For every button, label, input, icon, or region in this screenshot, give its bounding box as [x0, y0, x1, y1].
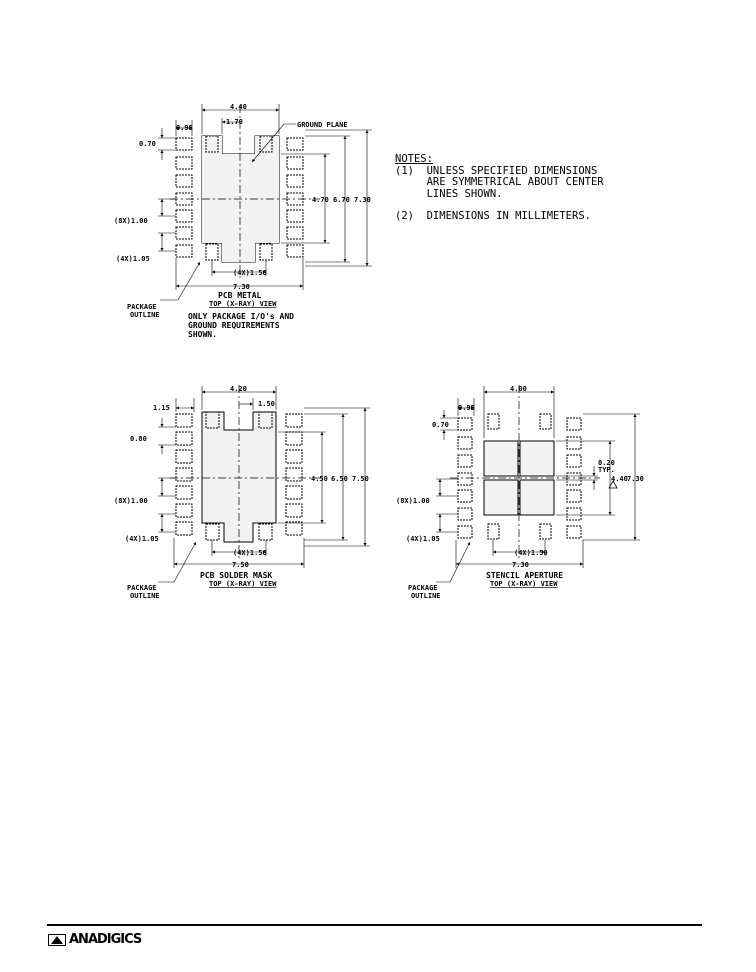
- stencil-title: [486, 571, 563, 588]
- note-1-line-2: ARE SYMMETRICAL ABOUT CENTER: [395, 176, 604, 188]
- dim-bottom-pads: (4X)1.50: [233, 549, 267, 557]
- dim-corner: (4X)1.05: [406, 535, 440, 543]
- dim-corner: (4X)1.05: [116, 255, 150, 263]
- dim-v1: 4.40: [611, 475, 628, 483]
- ground-plane-label: GROUND PLANE: [297, 121, 348, 129]
- dim-pitch: (8X)1.00: [114, 497, 148, 505]
- company-logo: [48, 932, 141, 947]
- package-outline-label-1: PACKAGE: [127, 584, 157, 592]
- dim-bottom-pads: (4X)1.50: [233, 269, 267, 277]
- note-1-line-3: LINES SHOWN.: [395, 187, 503, 200]
- dim-top-width: 4.20: [230, 385, 247, 393]
- dim-left-small: 0.95: [176, 124, 193, 132]
- package-outline-label-2: OUTLINE: [130, 311, 160, 319]
- dim-gap: 0.20: [598, 459, 615, 467]
- right-pads: [287, 138, 303, 257]
- dim-v2: 6.50: [331, 475, 348, 483]
- view-note-2: GROUND REQUIREMENTS: [188, 321, 280, 330]
- view-subtitle: TOP (X-RAY) VIEW: [490, 580, 558, 588]
- package-outline-label-1: PACKAGE: [408, 584, 438, 592]
- view-note-3: SHOWN.: [188, 330, 217, 339]
- logo-triangle-icon: [48, 934, 66, 946]
- dim-bottom-width: 7.30: [512, 561, 529, 569]
- dim-pad: 0.70: [432, 421, 449, 429]
- logo-text: ANADIGICS: [69, 932, 142, 947]
- dim-v1: 4.50: [311, 475, 328, 483]
- dim-pad: 0.70: [139, 140, 156, 148]
- view-title: PCB SOLDER MASK: [200, 571, 273, 580]
- dim-bottom-width: 7.30: [233, 283, 250, 291]
- dim-corner: (4X)1.05: [125, 535, 159, 543]
- notes-heading: NOTES:: [395, 153, 433, 165]
- view-subtitle: TOP (X-RAY) VIEW: [209, 300, 277, 308]
- dim-bottom-pads: (4X)1.50: [514, 549, 548, 557]
- note-2: (2) DIMENSIONS IN MILLIMETERS.: [395, 210, 591, 222]
- note-1-line-1: (1) UNLESS SPECIFIED DIMENSIONS: [395, 164, 598, 177]
- dim-top-inner: 1.70: [226, 118, 243, 126]
- dim-bottom-width: 7.50: [232, 561, 249, 569]
- footer-rule: [47, 924, 702, 926]
- pcb-metal-title: [188, 291, 294, 339]
- dim-v2: 7.30: [627, 475, 644, 483]
- package-outline-label-1: PACKAGE: [127, 303, 157, 311]
- view-note-1: ONLY PACKAGE I/O's AND: [188, 312, 294, 321]
- dim-top-width: 4.40: [230, 103, 247, 111]
- dim-v3: 7.50: [352, 475, 369, 483]
- view-subtitle: TOP (X-RAY) VIEW: [209, 580, 277, 588]
- dim-left-small: 0.95: [458, 404, 475, 412]
- view-title: STENCIL APERTURE: [486, 571, 564, 580]
- dim-pitch: (8X)1.00: [396, 497, 430, 505]
- dim-top-inner: 1.50: [258, 400, 275, 408]
- dim-pitch: (8X)1.00: [114, 217, 148, 225]
- dim-v1: 4.70: [312, 196, 329, 204]
- view-title: PCB METAL: [218, 291, 262, 300]
- dim-top-width: 4.00: [510, 385, 527, 393]
- dim-v2: 6.70: [333, 196, 350, 204]
- dim-pad: 0.80: [130, 435, 147, 443]
- dim-gap-typ: TYP.: [598, 466, 615, 474]
- dim-v3: 7.30: [354, 196, 371, 204]
- left-pads: [176, 138, 192, 257]
- package-outline-label-2: OUTLINE: [130, 592, 160, 600]
- solder-mask-title: [200, 571, 277, 588]
- package-outline-label-2: OUTLINE: [411, 592, 441, 600]
- notes-block: [395, 154, 604, 223]
- dim-left-small: 1.15: [153, 404, 170, 412]
